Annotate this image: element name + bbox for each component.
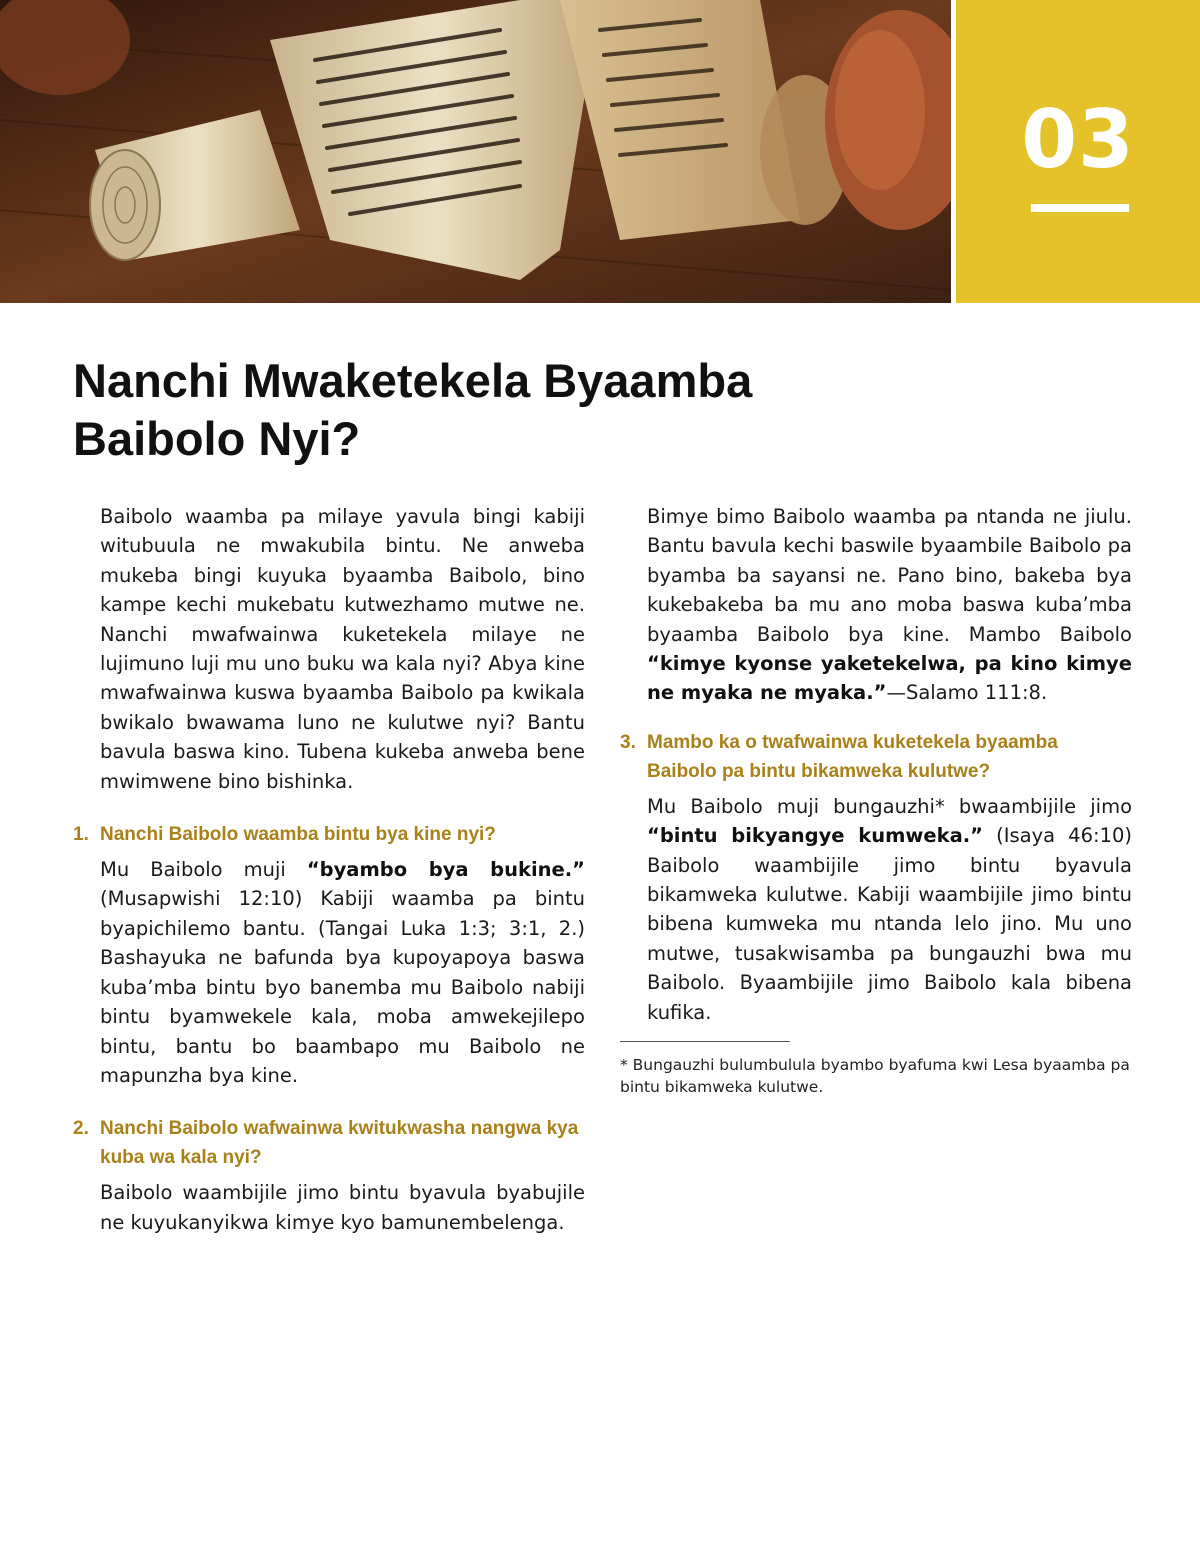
header-photo: [0, 0, 951, 303]
answer-2-start: [100, 1178, 585, 1236]
scrolls-illustration: [0, 0, 951, 303]
answer-3-text-b: (Isaya 46:10) Baibolo waambijile jimo bintu byavula bikamweka kulutwe. Kabiji waambijile jimo bintu bibena kumweka mu ntanda lelo jino. Mu uno mutwe, tusakwisamba pa bungauzhi bwa mu Baibolo. Byaambijile jimo Baibolo kala bibena kufika.: [647, 824, 1132, 1024]
answer-2-text-a-cont: Bimye bimo Baibolo waamba pa ntanda ne jiulu. Bantu bavula kechi baswile byaambile Baibolo pa byamba ba sayansi ne. Pano bino, bakeba bya kukebakeba ba mu ano moba baswa kuba’mba byaamba Baibolo bya kine. Mambo Baibolo: [647, 505, 1132, 646]
answer-2-text-a: Baibolo waambijile jimo bintu byavula byabujile ne kuyukanyikwa kimye kyo bamunembelenga.: [100, 1181, 585, 1234]
lesson-number-badge: [956, 0, 1200, 303]
question-2-number: 2.: [73, 1118, 89, 1140]
footnote-divider: [620, 1041, 790, 1042]
answer-2-quote: “kimye kyonse yaketekelwa, pa kino kimye ne myaka ne myaka.”: [647, 652, 1132, 705]
right-column: [620, 502, 1132, 1098]
page-title: Nanchi Mwaketekela Byaamba Baibolo Nyi?: [73, 354, 753, 465]
question-3-number: 3.: [620, 731, 636, 753]
answer-3-text-a: Mu Baibolo muji bungauzhi* bwaambijile jimo: [647, 794, 1132, 818]
answer-3-quote: “bintu bikyangye kumweka.”: [647, 824, 983, 848]
answer-1-text-a: Mu Baibolo muji: [100, 858, 307, 882]
question-3: [620, 728, 1132, 786]
question-3-text: Mambo ka o twafwainwa kuketekela byaamba Baibolo pa bintu bikamweka kulutwe?: [647, 731, 1058, 782]
answer-2-continued: [647, 502, 1132, 708]
left-column: [73, 502, 585, 1236]
lesson-number: 03: [1021, 93, 1135, 186]
intro-paragraph: Baibolo waamba pa milaye yavula bingi kabiji witubuula ne mwakubila bintu. Ne anweba mukeba bingi kuyuka byaamba Baibolo, bino kampe kechi mukebatu kutwezhamo mutwe ne. Nanchi mwafwainwa kuketekela milaye ne lujimuno luji mu uno buku wa kala nyi? Abya kine mwafwainwa kuswa byaamba Baibolo pa kwikala bwikalo bwawama luno ne kulutwe nyi? Bantu bavula baswa kino. Tubena kukeba anweba bene mwimwene bino bishinka.: [100, 505, 585, 793]
footnote: * Bungauzhi bulumbulula byambo byafuma kwi Lesa byaamba pa bintu bikamweka kulutwe.: [620, 1056, 1130, 1097]
answer-2-text-b: —Salamo 111:8.: [886, 681, 1048, 705]
question-1-number: 1.: [73, 824, 89, 846]
question-1-text: Nanchi Baibolo waamba bintu bya kine nyi?: [100, 824, 496, 846]
answer-1-quote: “byambo bya bukine.”: [306, 858, 585, 882]
badge-underline: [1031, 204, 1129, 212]
answer-1: [100, 855, 585, 1090]
answer-1-text-b: (Musapwishi 12:10) Kabiji waamba pa bintu byapichilemo bantu. (Tangai Luka 1:3; 3:1, 2.) Bashayuka ne bafunda bya kupoyapoya baswa kuba’mba bintu byo banemba mu Baibolo nabiji bintu byamwekele kala, moba amwekejilepo bintu, bantu bo baambapo mu Baibolo ne mapunzha bya kine.: [100, 887, 585, 1087]
answer-3: [647, 792, 1132, 1027]
question-2-text: Nanchi Baibolo wafwainwa kwitukwasha nangwa kya kuba wa kala nyi?: [100, 1118, 579, 1169]
question-1: [73, 820, 585, 849]
question-2: [73, 1114, 585, 1172]
